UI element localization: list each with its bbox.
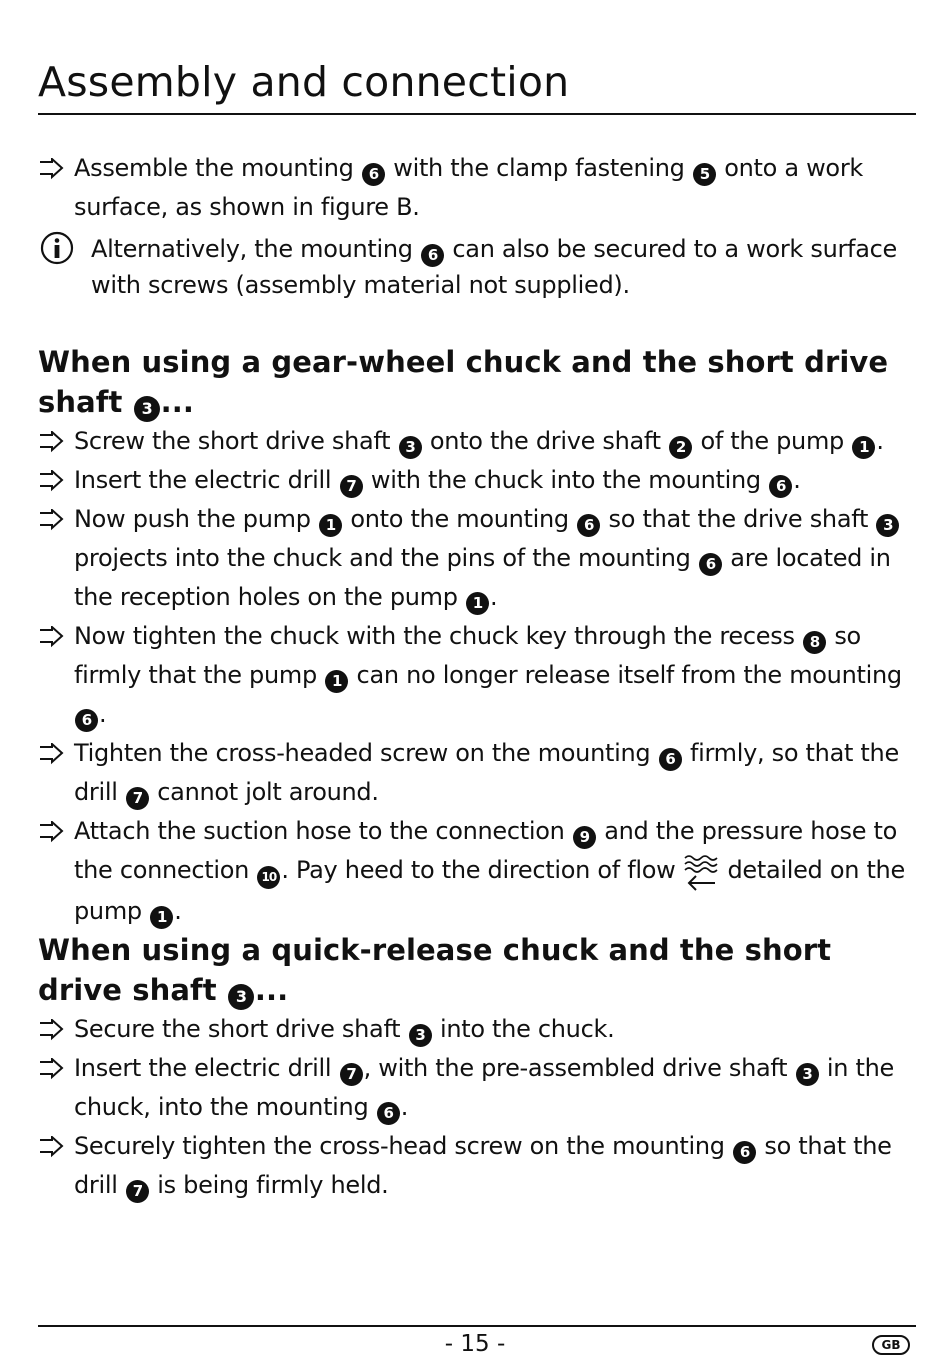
intro-step-1 <box>38 149 918 227</box>
reference-number: 3 <box>796 1063 819 1086</box>
step-text: . <box>876 427 884 455</box>
quick-release-chuck-section <box>38 930 918 1205</box>
info-text: can also be secured to a work surface with screws (assembly material not supplied). <box>91 235 897 299</box>
step-text: with the chuck into the mounting <box>363 466 769 494</box>
step-text: is being firmly held. <box>149 1171 389 1199</box>
reference-number: 8 <box>803 631 826 654</box>
reference-number: 7 <box>126 787 149 810</box>
arrow-right-icon <box>38 1019 64 1041</box>
reference-number: 6 <box>733 1141 756 1164</box>
info-note <box>38 231 918 303</box>
step-text: Securely tighten the cross-head screw on the mounting <box>74 1132 733 1160</box>
info-text: Alternatively, the mounting <box>91 235 421 263</box>
step-text: Now push the pump <box>74 505 318 533</box>
step-text: Assemble the mounting <box>74 154 361 182</box>
step-text: Attach the suction hose to the connection <box>74 817 572 845</box>
title-divider <box>38 113 916 115</box>
reference-number: 7 <box>340 1063 363 1086</box>
arrow-right-icon <box>38 158 64 180</box>
arrow-right-icon <box>38 821 64 843</box>
reference-number: 7 <box>126 1180 149 1203</box>
reference-number: 1 <box>466 592 489 615</box>
reference-number: 2 <box>669 436 692 459</box>
step-text: projects into the chuck and the pins of the mounting <box>74 544 698 572</box>
intro-section <box>38 149 918 303</box>
step-text: in the chuck, into the mounting <box>74 1054 894 1121</box>
step-text: firmly, so that the drill <box>74 739 899 806</box>
step-text: , with the pre-assembled drive shaft <box>363 1054 795 1082</box>
language-badge: GB <box>872 1335 910 1355</box>
reference-number: 5 <box>693 163 716 186</box>
reference-number: 3 <box>228 984 254 1010</box>
reference-number: 6 <box>362 163 385 186</box>
flow-direction-icon <box>681 852 721 892</box>
page-title: Assembly and connection <box>38 58 570 106</box>
arrow-right-icon <box>38 431 64 453</box>
step-item <box>38 422 918 461</box>
step-text: Tighten the cross-headed screw on the mounting <box>74 739 658 767</box>
reference-number: 10 <box>257 866 280 889</box>
reference-number: 6 <box>377 1102 400 1125</box>
step-text: with the clamp fastening <box>385 154 692 182</box>
info-icon <box>40 231 74 265</box>
step-text: are located in the reception holes on the pump <box>74 544 891 611</box>
step-text: Secure the short drive shaft <box>74 1015 408 1043</box>
step-text: . <box>793 466 801 494</box>
step-text: Insert the electric drill <box>74 1054 339 1082</box>
reference-number: 6 <box>75 709 98 732</box>
step-item <box>38 461 918 500</box>
step-item <box>38 617 918 734</box>
reference-number: 1 <box>325 670 348 693</box>
reference-number: 7 <box>340 475 363 498</box>
step-text: detailed on the pump <box>74 856 905 925</box>
reference-number: 1 <box>852 436 875 459</box>
gear-wheel-chuck-section <box>38 342 918 931</box>
step-text: so that the drive shaft <box>601 505 876 533</box>
reference-number: 6 <box>577 514 600 537</box>
reference-number: 3 <box>409 1024 432 1047</box>
step-text: so that the drill <box>74 1132 892 1199</box>
reference-number: 9 <box>573 826 596 849</box>
step-text: . <box>174 897 182 925</box>
step-text: of the pump <box>693 427 852 455</box>
reference-number: 6 <box>659 748 682 771</box>
arrow-right-icon <box>38 743 64 765</box>
step-text: onto a work surface, as shown in figure B. <box>74 154 863 221</box>
reference-number: 3 <box>134 396 160 422</box>
arrow-right-icon <box>38 1136 64 1158</box>
reference-number: 3 <box>876 514 899 537</box>
arrow-right-icon <box>38 470 64 492</box>
reference-number: 6 <box>699 553 722 576</box>
step-text: Insert the electric drill <box>74 466 339 494</box>
section-heading <box>38 342 918 422</box>
step-text: . <box>99 700 107 728</box>
step-item <box>38 1010 918 1049</box>
heading-text: When using a gear-wheel chuck and the short drive shaft <box>38 345 889 419</box>
reference-number: 1 <box>150 906 173 929</box>
step-text: . <box>490 583 498 611</box>
step-text: . <box>400 1093 409 1121</box>
reference-number: 6 <box>421 244 444 267</box>
reference-number: 3 <box>399 436 422 459</box>
heading-suffix: ... <box>160 385 195 419</box>
step-text: onto the drive shaft <box>422 427 669 455</box>
step-item <box>38 812 918 931</box>
step-text: Screw the short drive shaft <box>74 427 398 455</box>
step-text: can no longer release itself from the mounting <box>349 661 902 689</box>
step-item <box>38 500 918 617</box>
step-text: and the pressure hose to the connection <box>74 817 897 884</box>
step-text: so firmly that the pump <box>74 622 861 689</box>
heading-text: When using a quick-release chuck and the short drive shaft <box>38 933 832 1007</box>
step-text: onto the mounting <box>343 505 577 533</box>
reference-number: 1 <box>319 514 342 537</box>
page-number: - 15 - <box>444 1331 506 1357</box>
section-heading <box>38 930 918 1010</box>
step-item <box>38 734 918 812</box>
step-text: Now tighten the chuck with the chuck key through the recess <box>74 622 802 650</box>
footer-divider <box>38 1325 916 1327</box>
step-text: cannot jolt around. <box>149 778 379 806</box>
step-text: . Pay heed to the direction of flow <box>281 856 676 884</box>
heading-suffix: ... <box>254 973 289 1007</box>
step-item <box>38 1049 918 1127</box>
arrow-right-icon <box>38 626 64 648</box>
reference-number: 6 <box>769 475 792 498</box>
step-text: into the chuck. <box>432 1015 615 1043</box>
arrow-right-icon <box>38 1058 64 1080</box>
arrow-right-icon <box>38 509 64 531</box>
step-item <box>38 1127 918 1205</box>
